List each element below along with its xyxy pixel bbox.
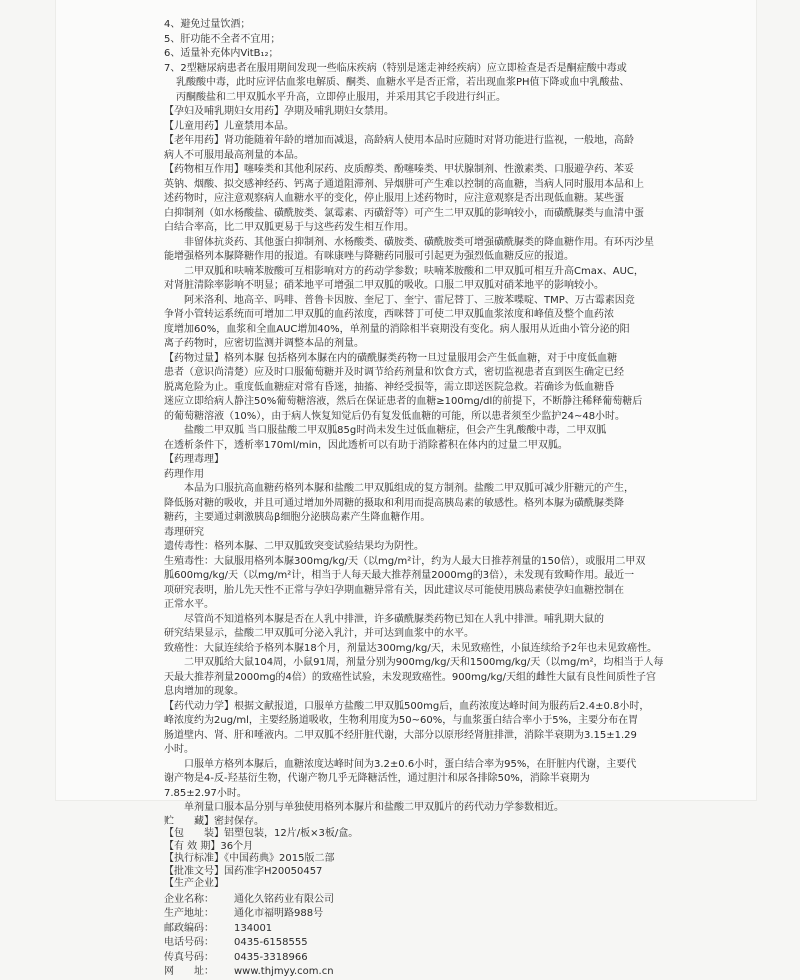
paragraph-line: 阿米洛利、地高辛、吗啡、普鲁卡因胺、奎尼丁、奎宁、雷尼替丁、三胺苯喋啶、TMP、万古霉素因竞 <box>184 294 635 306</box>
paragraph-line: 口服单方格列本脲后，血糖浓度达峰时间为3.2±0.6小时，蛋白结合率为95%，在肝脏内代谢，主要代 <box>184 758 637 770</box>
paragraph-line: 脱离危险为止。重度低血糖症对常有昏迷，抽搐、神经受损等，需立即送医院急救。若确诊为低血糖昏 <box>164 381 614 393</box>
section-pharmacology <box>164 453 724 700</box>
list-item-continuation: 乳酸酸中毒，此时应评估血浆电解质、酮类、血糖水平是否正常，若出现血浆PH值下降或血中乳酸盐、 <box>176 77 630 88</box>
company-fax-value: 0435-3318966 <box>234 951 308 963</box>
paragraph-line: 英钠、烟酸、拟交感神经药、钙离子通道阻滞剂、异烟肼可产生难以控制的高血糖，当病人同时服用本品和上 <box>164 178 644 190</box>
company-postcode-row <box>164 922 724 937</box>
section-pharmacokinetics <box>164 700 724 816</box>
company-info <box>164 893 724 980</box>
paragraph-line: 非留体抗炎药、其他蛋白抑制剂、水杨酸类、磺胺类、磺酰胺类可增强磺酰脲类的降血糖作用。有环丙沙星 <box>184 236 654 248</box>
paragraph-line: 离子药物时，应密切监测并调整本品的剂量。 <box>164 338 364 349</box>
paragraph-line: 述药物时，应注意观察病人血糖水平的变化，停止服用上述药物时，应注意观察是否出现低血糖。某些蛋 <box>164 193 624 204</box>
paragraph-line: 度增加60%，血浆和全血AUC增加40%，单剂量的消除相半衰期没有变化。病人服用从近曲小管分泌的阳 <box>164 323 630 335</box>
paragraph-line: 迷应立即给病人静注50%葡萄糖溶液，然后在保证患者的血糖≥100mg/dl的前提下，不断静注稀释葡萄糖后 <box>164 396 643 407</box>
insert-sheet <box>56 0 756 977</box>
company-fax-row <box>164 951 724 966</box>
company-address-label: 生产地址： <box>164 908 214 919</box>
paragraph-line: 天最大推荐剂量2000mg的4倍）的致癌性试验，未发现致癌性。900mg/kg/天组的雌性大鼠有良性间质性子宫 <box>164 671 656 683</box>
paragraph-line: 患者（意识尚清楚）应及时口服葡萄糖并及时调节给药剂量和饮食方式，密切监视患者直到医生确定已经 <box>164 367 624 378</box>
company-phone-label: 电话号码： <box>164 937 214 948</box>
company-web-label: 网 址： <box>164 966 214 977</box>
standard-line: 【执行标准】《中国药典》2015版二部 <box>164 853 335 864</box>
section-children: 【儿童用药】儿童禁用本品。 <box>164 120 294 132</box>
paragraph-line: 病人不可服用最高剂量的本品。 <box>164 149 304 161</box>
company-postcode-value: 134001 <box>234 922 273 934</box>
company-web-row <box>164 965 724 980</box>
section-pregnancy: 【孕妇及哺乳期妇女用药】孕期及哺乳期妇女禁用。 <box>164 106 394 117</box>
paragraph-line: 争肾小管转运系统而可增加二甲双胍的血药浓度，西咪替丁可使二甲双胍血浆浓度和峰值及整个血药浓 <box>164 309 614 320</box>
paragraph-line: 谢产物是4-反-羟基衍生物，代谢产物几乎无降糖活性，通过胆汁和尿各排除50%，消除半衰期为 <box>164 773 590 784</box>
paragraph-line: 肠道壁内、肾、肝和唾液内。二甲双胍不经肝脏代谢，大部分以原形经肾脏排泄，消除半衰期为3.15±1.29 <box>164 729 637 741</box>
company-name-label: 企业名称： <box>164 893 214 905</box>
paragraph-line: 能增强格列本脲降糖作用的报道。有咪康唑与降糖药同服可引起更为强烈低血糖反应的报道。 <box>164 251 574 262</box>
subsection-title: 药理作用 <box>164 468 204 480</box>
paragraph-line: 白抑制剂（如水杨酸盐、磺酰胺类、氯霉素、丙磺舒等）可产生二甲双胍的影响较小，而磺酰脲类与血清中蛋 <box>164 207 644 219</box>
paragraph-line: 糖药，主要通过刺激胰岛β细胞分泌胰岛素产生降血糖作用。 <box>164 512 431 523</box>
product-info <box>164 816 724 891</box>
paragraph-line: 项研究表明，胎儿先天性不正常与孕妇孕期血糖异常有关，因此建议尽可能使用胰岛素使孕妇血糖控制在 <box>164 584 624 596</box>
section-title: 【药理毒理】 <box>164 454 224 465</box>
paragraph-line: 峰浓度约为2ug/ml，主要经肠道吸收，生物利用度为50~60%，与血浆蛋白结合率小于5%，主要分布在胃 <box>164 715 639 726</box>
paragraph-line: 在透析条件下，透析率170ml/min，因此透析可以有助于消除蓄积在体内的过量二甲双胍。 <box>164 439 568 451</box>
paragraph-line: 生殖毒性：大鼠服用格列本脲300mg/kg/天（以mg/m²计，约为人最大日推荐剂量的150倍），或服用二甲双 <box>164 555 646 567</box>
section-elderly <box>164 134 724 163</box>
validity-line: 【有 效 期】36个月 <box>164 840 254 852</box>
paragraph-line: 本品为口服抗高血糖药格列本脲和盐酸二甲双胍组成的复方制剂。盐酸二甲双胍可减少肝糖元的产生， <box>184 483 634 494</box>
paragraph-line: 胍600mg/kg/天（以mg/m²计，相当于人每天最大推荐剂量2000mg的3倍），未发现有致畸作用。最近一 <box>164 570 635 581</box>
packaging-line: 【包 装】铝塑包装，12片/板×3板/盒。 <box>164 828 359 839</box>
company-web-value: www.thjmyy.com.cn <box>234 966 334 977</box>
paragraph-line: 二甲双胍给大鼠104周，小鼠91周，剂量分别为900mg/kg/天和1500mg/kg/天（以mg/m²，均相当于人每 <box>184 657 664 668</box>
insert-content <box>164 18 724 980</box>
company-name-row <box>164 893 724 908</box>
precaution-list <box>164 18 724 105</box>
paragraph-line: 遗传毒性：格列本脲、二甲双胍致突变试验结果均为阴性。 <box>164 541 424 552</box>
manufacturer-title: 【生产企业】 <box>164 878 224 889</box>
paragraph-line: 【老年用药】肾功能随着年龄的增加而减退，高龄病人使用本品时应随时对肾功能进行监视，一般地，高龄 <box>164 135 634 146</box>
paragraph-line: 对肾脏清除率影响不明显；硝苯地平可增强二甲双胍的吸收。口服二甲双胍对硝苯地平的影响较小。 <box>164 280 604 291</box>
paragraph-line: 尽管尚不知道格列本脲是否在人乳中排泄，许多磺酰脲类药物已知在人乳中排泄。哺乳期大鼠的 <box>184 613 604 625</box>
paragraph-line: 降低肠对糖的吸收，并且可通过增加外周糖的摄取和利用而提高胰岛素的敏感性。格列本脲为磺酰脲类降 <box>164 497 624 509</box>
storage-line: 贮 藏】密封保存。 <box>164 815 264 827</box>
subsection-title: 毒理研究 <box>164 526 204 538</box>
company-phone-row <box>164 936 724 951</box>
approval-line: 【批准文号】国药准字H20050457 <box>164 865 323 877</box>
section-interactions <box>164 163 724 352</box>
paragraph-line: 息肉增加的现象。 <box>164 686 244 697</box>
paragraph-line: 致癌性：大鼠连续给予格列本脲18个月，剂量达300mg/kg/天，未见致癌性，小鼠连续给予2年也未见致癌性。 <box>164 642 658 654</box>
paragraph-line: 正常水平。 <box>164 599 214 610</box>
company-name-value: 通化久铭药业有限公司 <box>234 893 334 905</box>
list-item: 7、2型糖尿病患者在服用期间发现一些临床疾病（特别是迷走神经疾病）应立即检查是否是酮症酸中毒或 <box>164 62 627 74</box>
company-fax-label: 传真号码： <box>164 951 214 963</box>
list-item: 5、肝功能不全者不宜用； <box>164 33 281 45</box>
company-phone-value: 0435-6158555 <box>234 937 308 948</box>
paragraph-line: 二甲双胍和呋喃苯胺酸可互相影响对方的药动学参数；呋喃苯胺酸和二甲双胍可相互升高Cmax、AUC， <box>184 265 644 277</box>
paragraph-line: 研究结果显示，盐酸二甲双胍可分泌入乳汁，并可达到血浆中的水平。 <box>164 628 474 639</box>
company-address-row <box>164 907 724 922</box>
paragraph-line: 【药物过量】格列本脲 包括格列本脲在内的磺酰脲类药物一旦过量服用会产生低血糖，对于中度低血糖 <box>164 352 618 364</box>
paragraph-line: 小时。 <box>164 744 194 755</box>
paragraph-line: 白结合率高，比二甲双胍更易于与这些药发生相互作用。 <box>164 222 414 233</box>
list-item: 4、避免过量饮酒； <box>164 19 251 30</box>
paragraph-line: 单剂量口服本品分别与单独使用格列本脲片和盐酸二甲双胍片的药代动力学参数相近。 <box>184 802 564 813</box>
paragraph-line: 的葡萄糖溶液（10%），由于病人恢复知觉后仍有复发低血糖的可能，所以患者须至少监护24~48小时。 <box>164 410 626 422</box>
section-overdose <box>164 352 724 454</box>
list-item-continuation: 丙酮酸盐和二甲双胍水平升高，立即停止服用，并采用其它手段进行纠正。 <box>176 91 506 103</box>
company-address-value: 通化市福明路988号 <box>234 908 324 919</box>
paragraph-line: 盐酸二甲双胍 当口服盐酸二甲双胍85g时尚未发生过低血糖症，但会产生乳酸酸中毒，二甲双胍 <box>184 425 607 436</box>
paragraph-line: 7.85±2.97小时。 <box>164 787 247 799</box>
paragraph-line: 【药代动力学】根据文献报道，口服单方盐酸二甲双胍500mg后，血药浓度达峰时间为服药后2.4±0.8小时， <box>164 700 650 712</box>
paragraph-line: 【药物相互作用】噻嗪类和其他利尿药、皮质醇类、酚噻嗪类、甲状腺制剂、性激素类、口服避孕药、苯妥 <box>164 164 634 175</box>
company-postcode-label: 邮政编码： <box>164 922 214 934</box>
list-item: 6、适量补充体内VitB₁₂； <box>164 48 279 59</box>
